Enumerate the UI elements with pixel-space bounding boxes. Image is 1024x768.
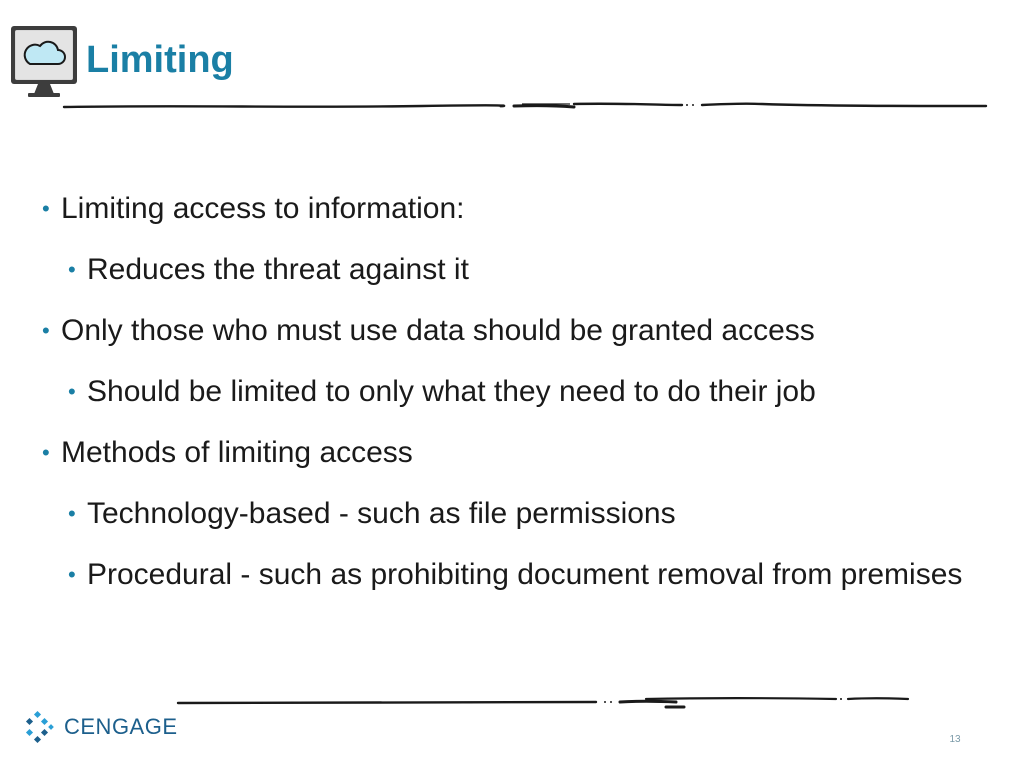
bullet-text: Should be limited to only what they need to do their job (87, 375, 816, 408)
cengage-logo (24, 706, 194, 746)
list-item (0, 361, 984, 422)
bullet-text: Reduces the threat against it (87, 253, 469, 286)
bullet-dot: • (68, 501, 76, 526)
bullet-dot: • (42, 318, 50, 343)
bullet-dot: • (68, 257, 76, 282)
cengage-logo-text: CENGAGE (64, 714, 178, 739)
list-item (0, 544, 984, 605)
bullet-text: Methods of limiting access (61, 436, 413, 469)
slide-title: Limiting (86, 39, 234, 81)
bullet-text: Procedural - such as prohibiting document removal from premises (87, 558, 963, 591)
list-item (0, 483, 984, 544)
footer-divider (176, 690, 912, 714)
bullet-dot: • (42, 440, 50, 465)
bullet-list (0, 178, 1024, 605)
cengage-logo-icon (24, 710, 58, 744)
list-item (0, 178, 984, 239)
bullet-dot: • (68, 562, 76, 587)
bullet-text: Limiting access to information: (61, 192, 465, 225)
bullet-text: Technology-based - such as file permissions (87, 497, 676, 530)
bullet-text: Only those who must use data should be granted access (61, 314, 815, 347)
title-underline (62, 96, 990, 118)
list-item (0, 239, 984, 300)
bullet-dot: • (68, 379, 76, 404)
cloud-monitor-icon (8, 24, 80, 102)
list-item (0, 422, 984, 483)
bullet-dot: • (42, 196, 50, 221)
list-item (0, 300, 984, 361)
page-number: 13 (949, 734, 961, 745)
